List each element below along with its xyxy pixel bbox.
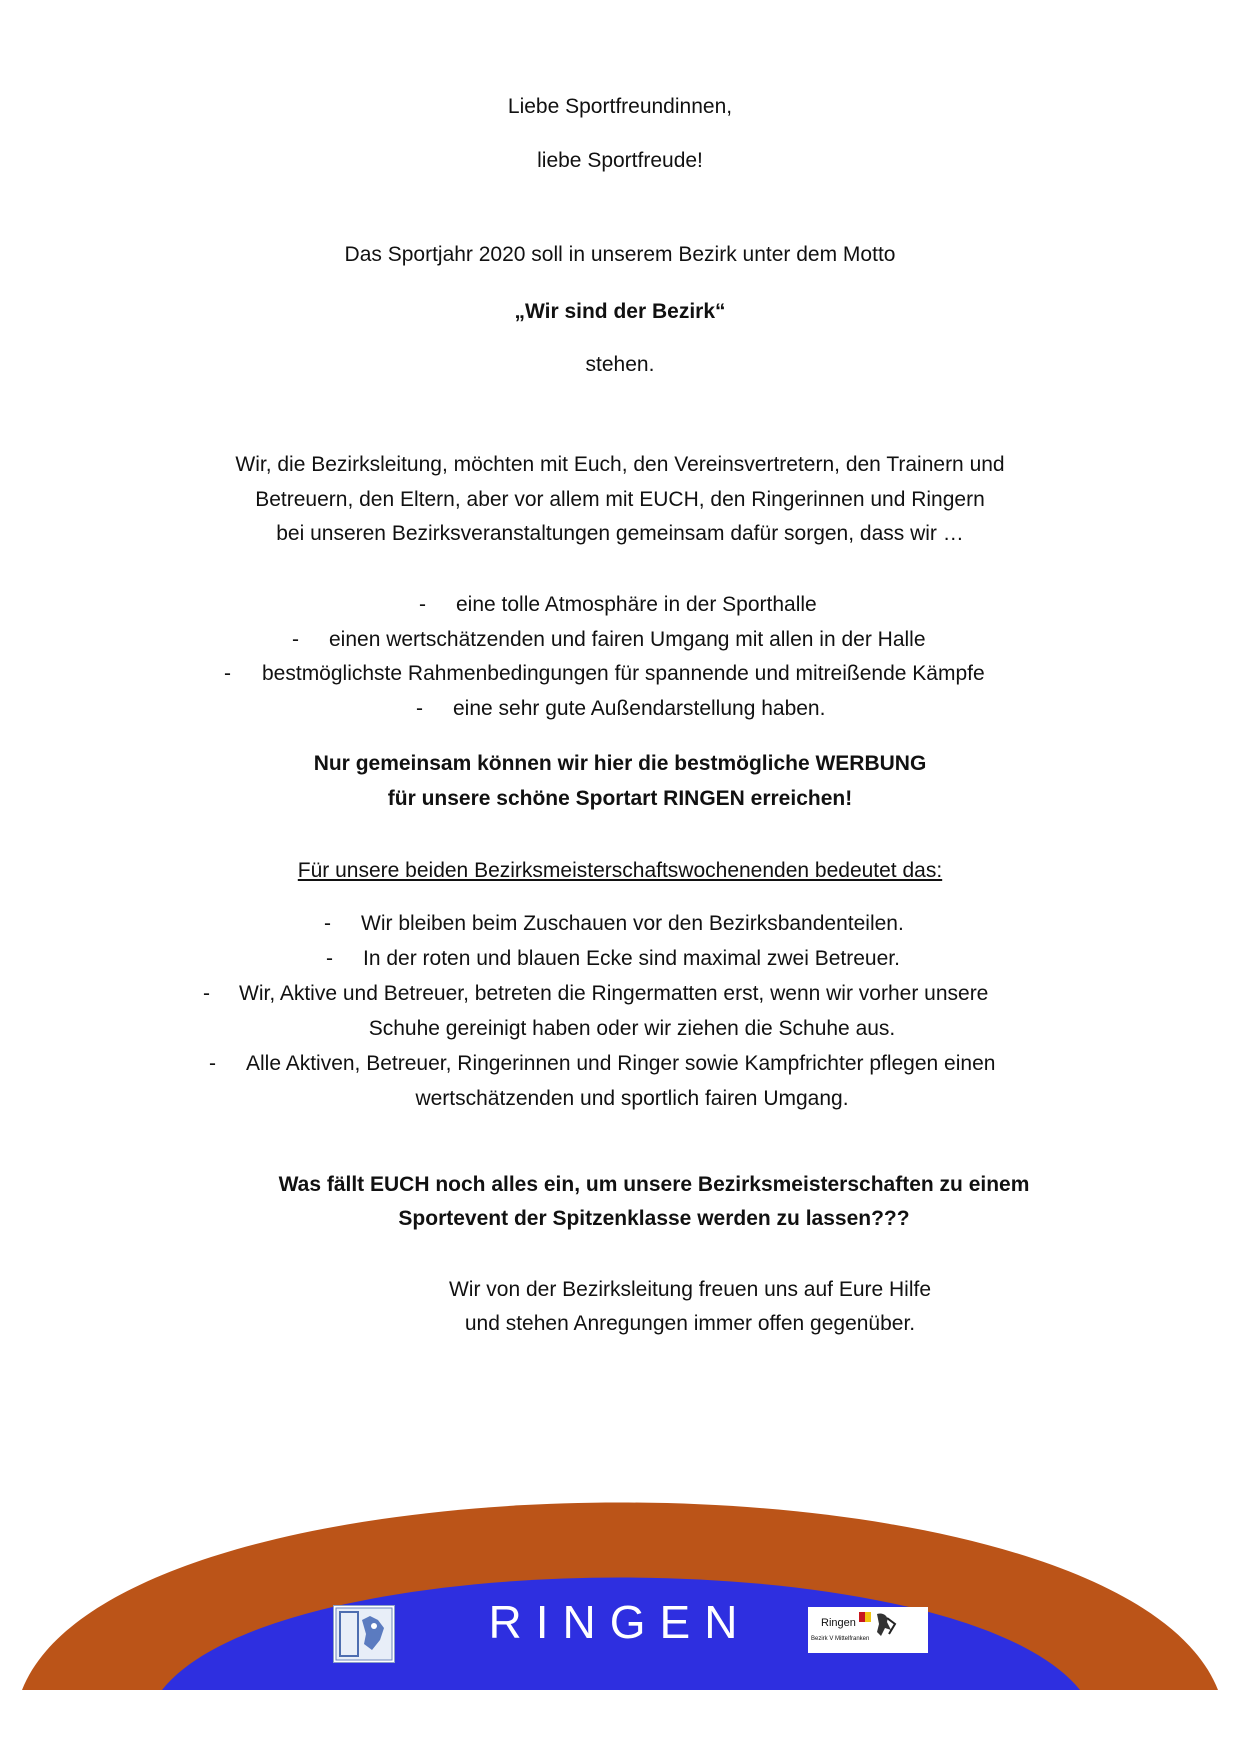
intro-line: Das Sportjahr 2020 soll in unserem Bezirk unter dem Motto <box>344 243 896 266</box>
question-line-1: Was fällt EUCH noch alles ein, um unsere Bezirksmeisterschaften zu einem <box>278 1173 1030 1196</box>
district-logo <box>808 1607 928 1653</box>
club-crest-icon <box>334 1606 394 1662</box>
rule-item-continuation: wertschätzenden und sportlich fairen Umgang. <box>415 1087 849 1110</box>
rules-dash: - <box>203 982 210 1005</box>
rule-item: Wir bleiben beim Zuschauen vor den Bezirksbandenteilen. <box>361 912 904 935</box>
closing-line-1: Wir von der Bezirksleitung freuen uns auf Eure Hilfe <box>448 1278 932 1301</box>
rules-dash: - <box>209 1052 216 1075</box>
slogan-line-2: für unsere schöne Sportart RINGEN erreichen! <box>387 787 853 810</box>
rule-item: Wir, Aktive und Betreuer, betreten die Ringermatten erst, wenn wir vorher unsere <box>239 982 989 1005</box>
goals-dash: - <box>416 697 423 720</box>
goals-dash: - <box>224 662 231 685</box>
goal-item: einen wertschätzenden und fairen Umgang mit allen in der Halle <box>329 628 926 651</box>
district-logo-text: Ringen <box>821 1617 856 1629</box>
footer-title: RINGEN <box>488 1596 752 1648</box>
greeting-line-2: liebe Sportfreude! <box>537 149 703 172</box>
rule-item-continuation: Schuhe gereinigt haben oder wir ziehen die Schuhe aus. <box>368 1017 896 1040</box>
rules-dash: - <box>324 912 331 935</box>
goals-dash: - <box>419 593 426 616</box>
paragraph-line-1: Wir, die Bezirksleitung, möchten mit Euch, den Vereinsvertretern, den Trainern und <box>235 453 1005 476</box>
goals-dash: - <box>292 628 299 651</box>
club-logo <box>333 1605 395 1663</box>
goal-item: bestmöglichste Rahmenbedingungen für spannende und mitreißende Kämpfe <box>262 662 985 685</box>
rule-item: In der roten und blauen Ecke sind maximal zwei Betreuer. <box>363 947 900 970</box>
goal-item: eine tolle Atmosphäre in der Sporthalle <box>456 593 817 616</box>
paragraph-line-3: bei unseren Bezirksveranstaltungen gemeinsam dafür sorgen, dass wir … <box>276 522 964 545</box>
footer-arch <box>0 1420 1240 1753</box>
goal-item: eine sehr gute Außendarstellung haben. <box>453 697 826 720</box>
district-logo-subtitle: Bezirk V Mittelfranken <box>811 1636 870 1642</box>
greeting-line-1: Liebe Sportfreundinnen, <box>507 95 733 118</box>
paragraph-line-2: Betreuern, den Eltern, aber vor allem mit EUCH, den Ringerinnen und Ringern <box>255 488 985 511</box>
slogan-line-1: Nur gemeinsam können wir hier die bestmögliche WERBUNG <box>313 752 927 775</box>
closing-line-2: und stehen Anregungen immer offen gegenüber. <box>464 1312 916 1335</box>
rules-dash: - <box>326 947 333 970</box>
rule-item: Alle Aktiven, Betreuer, Ringerinnen und Ringer sowie Kampfrichter pflegen einen <box>246 1052 996 1075</box>
question-line-2: Sportevent der Spitzenklasse werden zu lassen??? <box>398 1207 910 1230</box>
intro-stehen: stehen. <box>585 353 655 376</box>
motto: „Wir sind der Bezirk“ <box>514 300 726 323</box>
rules-heading: Für unsere beiden Bezirksmeisterschaftswochenenden bedeutet das: <box>297 859 943 882</box>
